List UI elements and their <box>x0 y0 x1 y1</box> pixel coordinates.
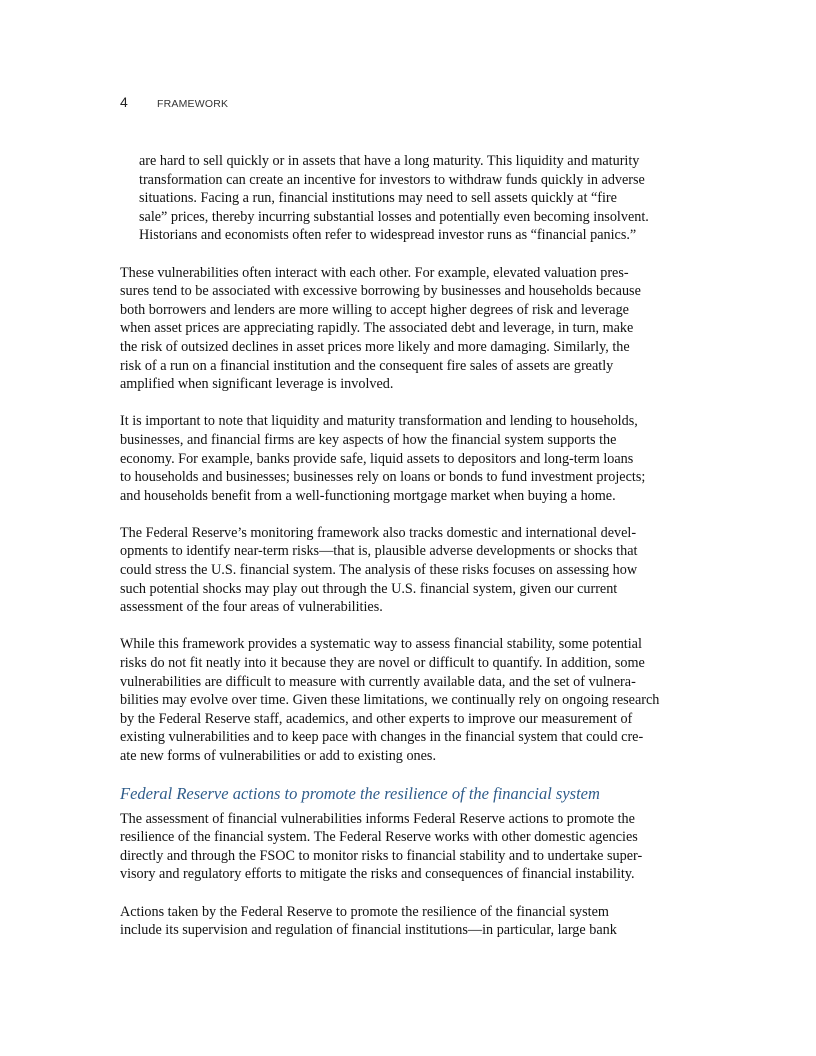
text-line: are hard to sell quickly or in assets that have a long maturity. This liquidity and maturity <box>139 153 640 169</box>
text-line: It is important to note that liquidity and maturity transformation and lending to households, <box>120 413 638 430</box>
text-line: Historians and economists often refer to widespread investor runs as “financial panics.” <box>139 227 637 244</box>
text-line: situations. Facing a run, financial institutions may need to sell assets quickly at “fire <box>139 190 617 207</box>
paragraph-vulnerabilities-interact <box>120 264 698 394</box>
paragraph-framework-limitations <box>120 635 698 765</box>
text-line: risk of a run on a financial institution and the consequent fire sales of assets are greatly <box>120 357 614 374</box>
text-line: While this framework provides a systematic way to assess financial stability, some potential <box>120 636 642 653</box>
text-line: the risk of outsized declines in asset prices more likely and more damaging. Similarly, the <box>120 338 630 355</box>
text-line: sures tend to be associated with excessive borrowing by businesses and households because <box>120 283 641 300</box>
text-line: sale” prices, thereby incurring substantial losses and potentially even becoming insolvent. <box>139 208 649 225</box>
text-line: directly and through the FSOC to monitor risks to financial stability and to undertake super- <box>120 847 643 864</box>
text-line: businesses, and financial firms are key aspects of how the financial system supports the <box>120 431 617 448</box>
text-line: such potential shocks may play out through the U.S. financial system, given our current <box>120 580 618 597</box>
text-line: when asset prices are appreciating rapidly. The associated debt and leverage, in turn, make <box>120 320 634 337</box>
text-line: could stress the U.S. financial system. The analysis of these risks focuses on assessing how <box>120 562 638 579</box>
text-line: resilience of the financial system. The Federal Reserve works with other domestic agencies <box>120 829 638 846</box>
text-line: amplified when significant leverage is involved. <box>120 376 394 393</box>
paragraph-monitoring-framework <box>120 524 698 617</box>
text-line: visory and regulatory efforts to mitigate the risks and consequences of financial instability. <box>120 866 635 883</box>
text-line: These vulnerabilities often interact with each other. For example, elevated valuation pres- <box>120 264 629 281</box>
text-line: and households benefit from a well-functioning mortgage market when buying a home. <box>120 487 616 504</box>
text-line: economy. For example, banks provide safe, liquid assets to depositors and long-term loans <box>120 450 634 467</box>
paragraph-assessment-informs-actions <box>120 810 698 884</box>
text-line: The assessment of financial vulnerabilities informs Federal Reserve actions to promote the <box>120 810 635 827</box>
section-heading: Federal Reserve actions to promote the resilience of the financial system <box>120 783 600 803</box>
text-line: Actions taken by the Federal Reserve to promote the resilience of the financial system <box>120 903 609 920</box>
page-header <box>120 94 228 112</box>
text-line: existing vulnerabilities and to keep pace with changes in the financial system that could cre- <box>120 729 644 746</box>
text-line: both borrowers and lenders are more willing to accept higher degrees of risk and leverage <box>120 301 629 318</box>
text-line: by the Federal Reserve staff, academics, and other experts to improve our measurement of <box>120 710 633 727</box>
running-head: FRAMEWORK <box>157 98 229 110</box>
page-body <box>120 152 698 940</box>
paragraph-actions-taken <box>120 903 698 940</box>
text-line: to households and businesses; businesses rely on loans or bonds to fund investment projects; <box>120 469 646 486</box>
text-line: ate new forms of vulnerabilities or add to existing ones. <box>120 748 436 764</box>
text-line: The Federal Reserve’s monitoring framework also tracks domestic and international devel- <box>120 524 637 541</box>
text-line: assessment of the four areas of vulnerabilities. <box>120 599 383 616</box>
paragraph-liquidity-transformation <box>120 412 698 505</box>
indented-continuation-block <box>120 152 698 245</box>
text-line: transformation can create an incentive for investors to withdraw funds quickly in adverse <box>139 171 645 188</box>
text-line: vulnerabilities are difficult to measure with currently available data, and the set of vulnera- <box>120 673 636 690</box>
text-line: include its supervision and regulation of financial institutions—in particular, large bank <box>120 922 617 939</box>
text-line: risks do not fit neatly into it because they are novel or difficult to quantify. In addition, some <box>120 655 645 672</box>
page-number: 4 <box>120 94 128 110</box>
text-line: bilities may evolve over time. Given these limitations, we continually rely on ongoing research <box>120 692 660 709</box>
text-line: opments to identify near-term risks—that is, plausible adverse developments or shocks that <box>120 543 638 560</box>
